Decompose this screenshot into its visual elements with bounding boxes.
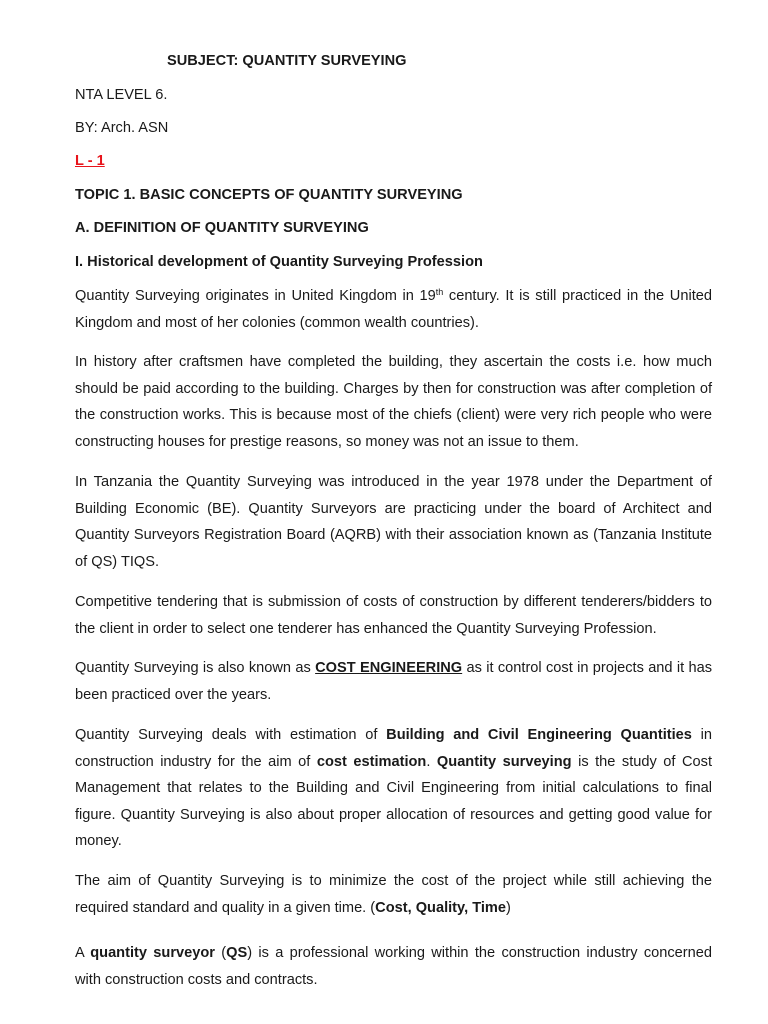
paragraph-aim: The aim of Quantity Surveying is to minimize the cost of the project while still achieving the required standard and quality in a given time. (Cost, Quality, Time) [75, 873, 712, 916]
subject-heading: SUBJECT: QUANTITY SURVEYING [167, 53, 407, 69]
paragraph-tendering: Competitive tendering that is submission of costs of construction by different tenderers/bidders to the client in order to select one tenderer has enhanced the Quantity Surveying Profession. [75, 594, 712, 637]
paragraph-quantity-surveyor: A quantity surveyor (QS) is a professional working within the construction industry concerned with construction costs and contracts. [75, 945, 712, 988]
section-a-heading: A. DEFINITION OF QUANTITY SURVEYING [75, 220, 369, 236]
lecture-label: L - 1 [75, 153, 105, 169]
paragraph-origin: Quantity Surveying originates in United Kingdom in 19th century. It is still practiced in the United Kingdom and most of her colonies (common wealth countries). [75, 287, 712, 331]
subsection-1-heading: I. Historical development of Quantity Surveying Profession [75, 254, 483, 270]
cost-engineering-term: COST ENGINEERING [315, 660, 463, 676]
paragraph-tanzania: In Tanzania the Quantity Surveying was introduced in the year 1978 under the Department of Building Economic (BE). Quantity Surveyors are practicing under the board of Architect and Quantity Surveyors Registration Board (AQRB) with their association known as (Tanzania Institute of QS) TIQS. [75, 474, 712, 570]
paragraph-cost-engineering: Quantity Surveying is also known as COST ENGINEERING as it control cost in projects and it has been practiced over the years. [75, 660, 713, 703]
paragraph-definition: Quantity Surveying deals with estimation of Building and Civil Engineering Quantities in construction industry for the aim of cost estimation. Quantity surveying is the study of Cost Management that relates to the Building and Civil Engineering from initial calculations to final figure. Quantity Surveying is also about proper allocation of resources and getting good value for money. [75, 727, 712, 850]
paragraph-history: In history after craftsmen have completed the building, they ascertain the costs i.e. how much should be paid according to the building. Charges by then for construction was after completion of the construction works. This is because most of the chiefs (client) were very rich people who were constructing houses for prestige reasons, so money was not an issue to them. [75, 354, 712, 450]
author-line: BY: Arch. ASN [75, 120, 169, 136]
topic-heading: TOPIC 1. BASIC CONCEPTS OF QUANTITY SURVEYING [75, 187, 463, 203]
level-line: NTA LEVEL 6. [75, 87, 168, 103]
